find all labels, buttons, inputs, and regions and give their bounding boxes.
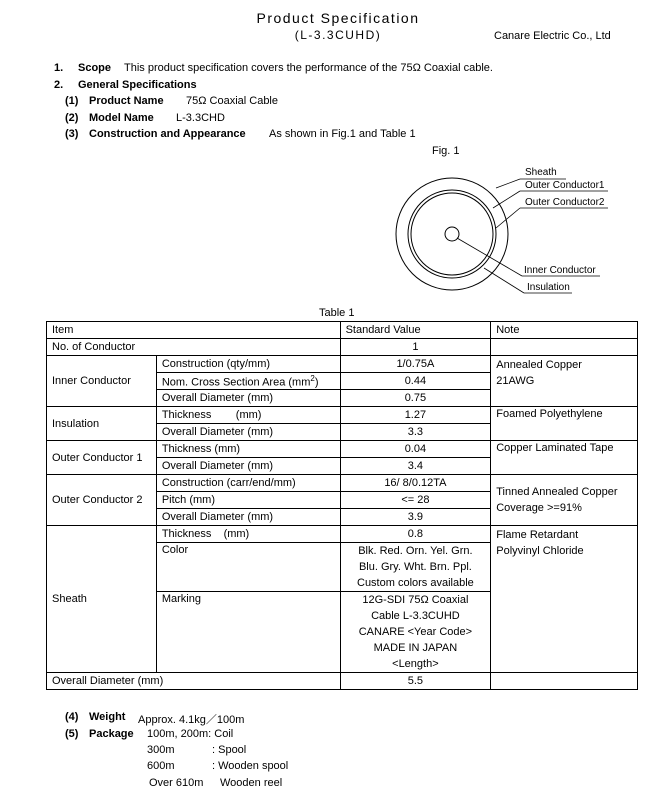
scope-number: 1. [54, 62, 64, 74]
header-item: Item [47, 322, 341, 339]
outer-conductor1-ring [411, 193, 493, 275]
table-row [47, 475, 638, 492]
specification-table [46, 321, 638, 690]
row-value: 3.3 [340, 424, 491, 441]
row-subitem: Construction (qty/mm) [156, 356, 340, 373]
value-line: MADE IN JAPAN [373, 642, 458, 654]
subitem-text: Nom. Cross Section Area (mm [161, 376, 311, 389]
note-line: Polyvinyl Chloride [496, 545, 584, 557]
row-item: Insulation [47, 407, 157, 441]
table-row [47, 673, 638, 690]
weight-number: (4) [65, 711, 79, 723]
value-line: Custom colors available [357, 577, 474, 589]
table-caption: Table 1 [319, 307, 355, 319]
value-line: 12G-SDI 75Ω Coaxial [362, 594, 469, 606]
row-note [491, 673, 638, 690]
table-row [47, 356, 638, 373]
table-header-row [47, 322, 638, 339]
row-value: 3.9 [340, 509, 491, 526]
package-line-4-type: Wooden reel [220, 777, 283, 789]
label-outer-conductor1: Outer Conductor1 [525, 180, 605, 191]
sheath-ring [396, 178, 508, 290]
row-subitem: Overall Diameter (mm) [156, 390, 340, 407]
note-line: Annealed Copper [496, 359, 582, 371]
note-line: Coverage >=91% [496, 502, 582, 514]
row-subitem: Overall Diameter (mm) [156, 509, 340, 526]
table-row [47, 339, 638, 356]
company-name: Canare Electric Co., Ltd [494, 30, 611, 42]
outer1-leader [493, 191, 520, 208]
model-subtitle: (L-3.3CUHD) [294, 28, 382, 42]
construction-number: (3) [65, 128, 79, 140]
row-item: Inner Conductor [47, 356, 157, 407]
row-note: Copper Laminated Tape [491, 441, 638, 475]
package-number: (5) [65, 728, 79, 740]
outer2-leader [496, 208, 520, 228]
outer-conductor2-ring [408, 190, 496, 278]
package-line-2-type: : Spool [212, 744, 247, 756]
note-line: Flame Retardant [496, 529, 579, 541]
package-line-1: 100m, 200m: Coil [147, 728, 234, 740]
weight-value: Approx. 4.1kg／100m [138, 714, 245, 726]
row-value: 0.04 [340, 441, 491, 458]
header-note: Note [491, 322, 638, 339]
row-note [491, 475, 638, 526]
row-value [340, 592, 491, 673]
row-value: 0.75 [340, 390, 491, 407]
construction-value: As shown in Fig.1 and Table 1 [269, 128, 416, 140]
table-row [47, 441, 638, 458]
row-subitem [156, 373, 340, 390]
label-sheath: Sheath [525, 167, 557, 178]
note-line: Tinned Annealed Copper [496, 486, 618, 498]
value-line: CANARE <Year Code> [358, 626, 473, 638]
page-title: Product Specification [256, 10, 420, 26]
package-line-3-type: : Wooden spool [212, 760, 289, 772]
figure-caption: Fig. 1 [432, 145, 460, 157]
row-subitem: Color [156, 543, 340, 592]
row-value [340, 543, 491, 592]
insulation-leader [484, 268, 524, 293]
row-subitem: Overall Diameter (mm) [156, 458, 340, 475]
row-value: 1 [340, 339, 491, 356]
package-line-4-size: Over 610m [149, 777, 204, 789]
package-line-2-size: 300m [147, 744, 175, 756]
row-value: 0.44 [340, 373, 491, 390]
row-item: No. of Conductor [47, 339, 341, 356]
row-subitem: Pitch (mm) [156, 492, 340, 509]
weight-label: Weight [89, 711, 126, 723]
row-item: Outer Conductor 2 [47, 475, 157, 526]
row-item: Sheath [47, 526, 157, 673]
model-name-value: L-3.3CHD [176, 112, 225, 124]
superscript: 2 [310, 373, 315, 383]
row-note: Foamed Polyethylene [491, 407, 638, 441]
value-line: Blk. Red. Orn. Yel. Grn. [358, 545, 473, 557]
construction-label: Construction and Appearance [89, 128, 246, 140]
row-value: <= 28 [340, 492, 491, 509]
value-line: Cable L-3.3CUHD [371, 610, 460, 622]
model-name-number: (2) [65, 112, 79, 124]
row-note [491, 526, 638, 673]
row-value: 1.27 [340, 407, 491, 424]
table-row [47, 407, 638, 424]
row-subitem: Construction (carr/end/mm) [156, 475, 340, 492]
row-subitem: Thickness (mm) [156, 526, 340, 543]
model-name-label: Model Name [89, 112, 154, 124]
note-line: 21AWG [496, 375, 535, 387]
inner-leader [457, 238, 522, 276]
general-number: 2. [54, 79, 64, 91]
row-item: Overall Diameter (mm) [47, 673, 341, 690]
product-name-number: (1) [65, 95, 79, 107]
label-inner-conductor: Inner Conductor [524, 265, 596, 276]
product-name-value: 75Ω Coaxial Cable [186, 95, 278, 107]
package-line-3-size: 600m [147, 760, 175, 772]
sheath-leader [496, 179, 520, 188]
label-outer-conductor2: Outer Conductor2 [525, 197, 605, 208]
row-value: 1/0.75A [340, 356, 491, 373]
subitem-text-end: ) [314, 376, 319, 389]
row-subitem: Overall Diameter (mm) [156, 424, 340, 441]
product-name-label: Product Name [89, 95, 164, 107]
scope-label: Scope [78, 62, 112, 74]
label-insulation: Insulation [527, 282, 570, 293]
row-note [491, 339, 638, 356]
row-subitem: Thickness (mm) [156, 441, 340, 458]
value-line: Blu. Gry. Wht. Brn. Ppl. [358, 561, 472, 573]
inner-conductor-circle [445, 227, 459, 241]
header-standard-value: Standard Value [340, 322, 491, 339]
general-label: General Specifications [78, 79, 197, 91]
package-label: Package [89, 728, 134, 740]
row-item: Outer Conductor 1 [47, 441, 157, 475]
row-subitem: Thickness (mm) [156, 407, 340, 424]
scope-text: This product specification covers the performance of the 75Ω Coaxial cable. [124, 62, 493, 74]
row-subitem: Marking [156, 592, 340, 673]
value-line: <Length> [392, 658, 439, 670]
row-value: 16/ 8/0.12TA [340, 475, 491, 492]
row-value: 3.4 [340, 458, 491, 475]
table-row [47, 526, 638, 543]
row-value: 0.8 [340, 526, 491, 543]
row-note [491, 356, 638, 407]
row-value: 5.5 [340, 673, 491, 690]
